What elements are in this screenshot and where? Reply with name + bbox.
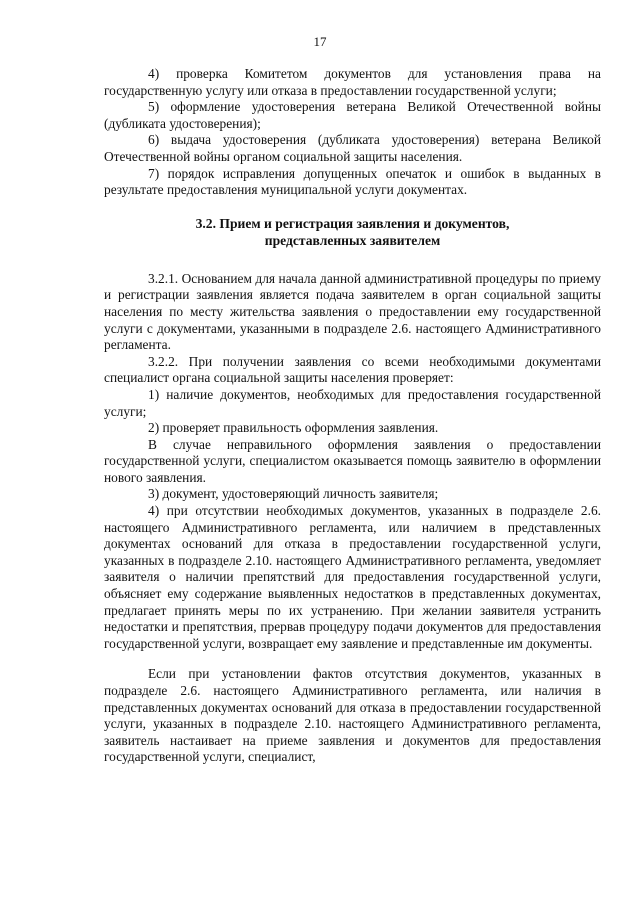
list-item: 6) выдача удостоверения (дубликата удостоверения) ветерана Великой Отечественной войны органом социальной защиты населения. [104, 132, 601, 164]
paragraph: 3) документ, удостоверяющий личность заявителя; [148, 486, 439, 502]
list-item: 4) проверка Комитетом документов для установления права на государственную услугу или отказа в предоставлении государственной услуги; [104, 66, 601, 98]
paragraph: Если при установлении фактов отсутствия документов, указанных в подразделе 2.6. настоящего Административного регламента, или наличия в представленных документах оснований для отказа в предоставлении государственной услуги, указанных в подразделе 2.10. настоящего Административного регламента, заявитель настаивает на приеме заявления и документов для предоставления государственной услуги, специалист, [104, 666, 601, 765]
section-heading [104, 215, 601, 249]
list-item: 7) порядок исправления допущенных опечаток и ошибок в выданных в результате предоставления муниципальной услуги документах. [104, 165, 601, 198]
paragraph: 4) при отсутствии необходимых документов, указанных в подразделе 2.6. настоящего Административного регламента, или наличием в представленных документах оснований для отказа в предоставлении государственной услуги, указанных в подразделе 2.10. настоящего Административного регламента, уведомляет заявителя о наличии препятствий для предоставления государственной услуги, объясняет ему содержание выявленных недостатков в представленных документах, предлагает принять меры по их устранению. При желании заявителя устранить недостатки и препятствия, прервав процедуру подачи документов для предоставления государственной услуги, возвращает ему заявление и представленные им документы. [104, 503, 601, 651]
document-body [104, 66, 601, 766]
paragraph: В случае неправильного оформления заявления о предоставлении государственной услуги, специалистом оказывается помощь заявителю в оформлении нового заявления. [104, 436, 601, 485]
page-number: 17 [313, 34, 327, 49]
paragraph: 1) наличие документов, необходимых для предоставления государственной услуги; [104, 386, 601, 419]
paragraph: 3.2.1. Основанием для начала данной административной процедуры по приему и регистрации заявления является подача заявителем в орган социальной защиты населения по месту жительства заявления о предоставлении ему государственной услуги с документами, указанными в подразделе 2.6. настоящего Административного регламента. [104, 270, 601, 353]
section-title-line1: 3.2. Прием и регистрация заявления и документов, [195, 215, 510, 231]
paragraph: 2) проверяет правильность оформления заявления. [148, 420, 439, 436]
paragraph: 3.2.2. При получении заявления со всеми необходимыми документами специалист органа социальной защиты населения проверяет: [104, 353, 601, 386]
section-title-line2: представленных заявителем [264, 232, 441, 248]
list-item: 5) оформление удостоверения ветерана Великой Отечественной войны (дубликата удостоверения); [104, 99, 601, 131]
